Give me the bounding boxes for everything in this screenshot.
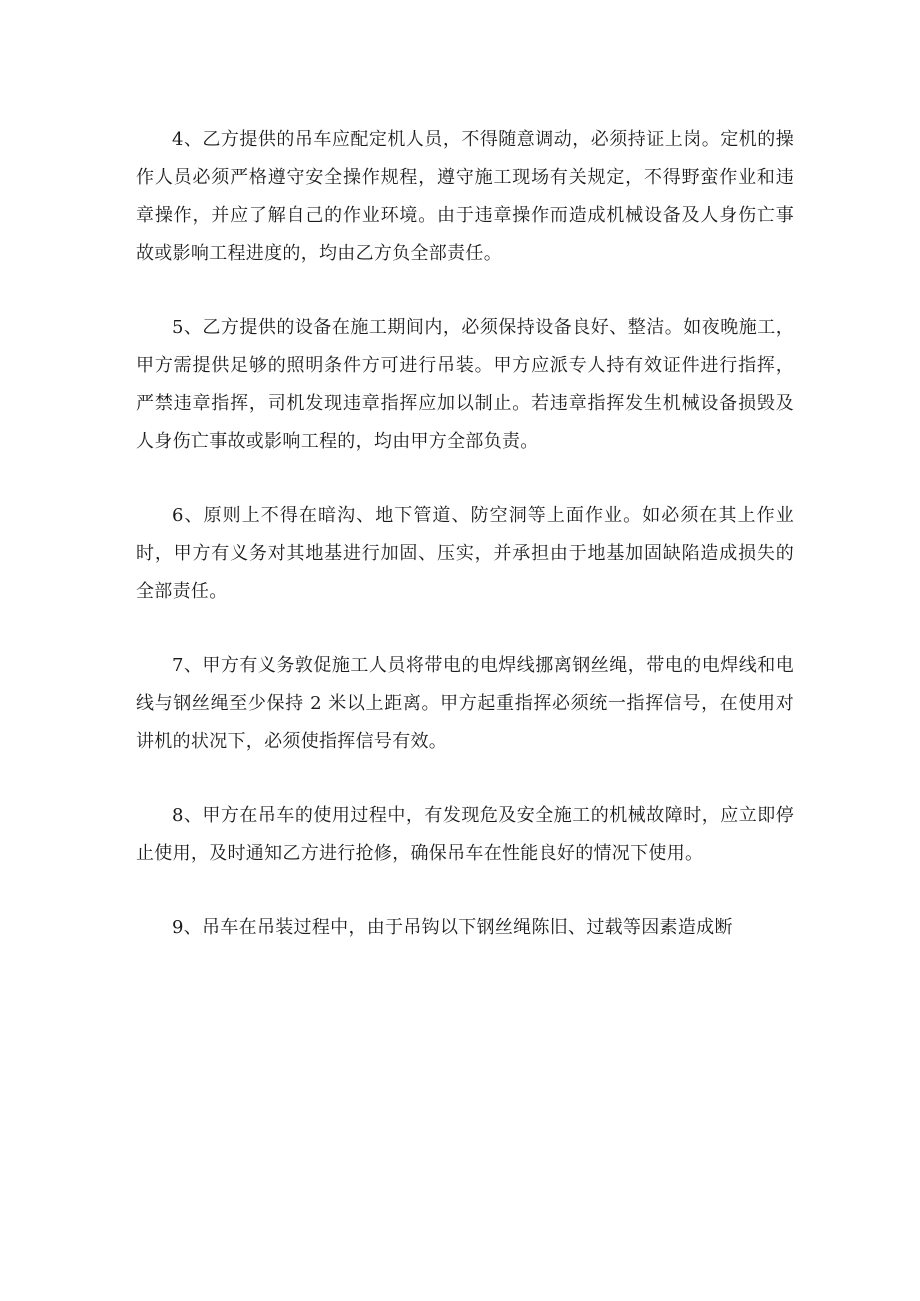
clause-4: 4、乙方提供的吊车应配定机人员，不得随意调动，必须持证上岗。定机的操作人员必须严格遵守安全操作规程，遵守施工现场有关规定，不得野蛮作业和违章操作，并应了解自己的作业环境。由于违章操作而造成机械设备及人身伤亡事故或影响工程进度的，均由乙方负全部责任。 [136,129,794,264]
clause-6: 6、原则上不得在暗沟、地下管道、防空洞等上面作业。如必须在其上作业时，甲方有义务对其地基进行加固、压实，并承担由于地基加固缺陷造成损失的全部责任。 [136,505,794,602]
document-body [136,121,794,983]
clause-7: 7、甲方有义务敦促施工人员将带电的电焊线挪离钢丝绳，带电的电焊线和电线与钢丝绳至少保持 2 米以上距离。甲方起重指挥必须统一指挥信号，在使用对讲机的状况下，必须使指挥信号有效。 [136,655,794,752]
clause-5: 5、乙方提供的设备在施工期间内，必须保持设备良好、整洁。如夜晚施工，甲方需提供足够的照明条件方可进行吊装。甲方应派专人持有效证件进行指挥，严禁违章指挥，司机发现违章指挥应加以制止。若违章指挥发生机械设备损毁及人身伤亡事故或影响工程的，均由甲方全部负责。 [136,317,794,452]
clause-9: 9、吊车在吊装过程中，由于吊钩以下钢丝绳陈旧、过载等因素造成断 [172,917,733,938]
clause-8: 8、甲方在吊车的使用过程中，有发现危及安全施工的机械故障时，应立即停止使用，及时通知乙方进行抢修，确保吊车在性能良好的情况下使用。 [136,805,794,864]
